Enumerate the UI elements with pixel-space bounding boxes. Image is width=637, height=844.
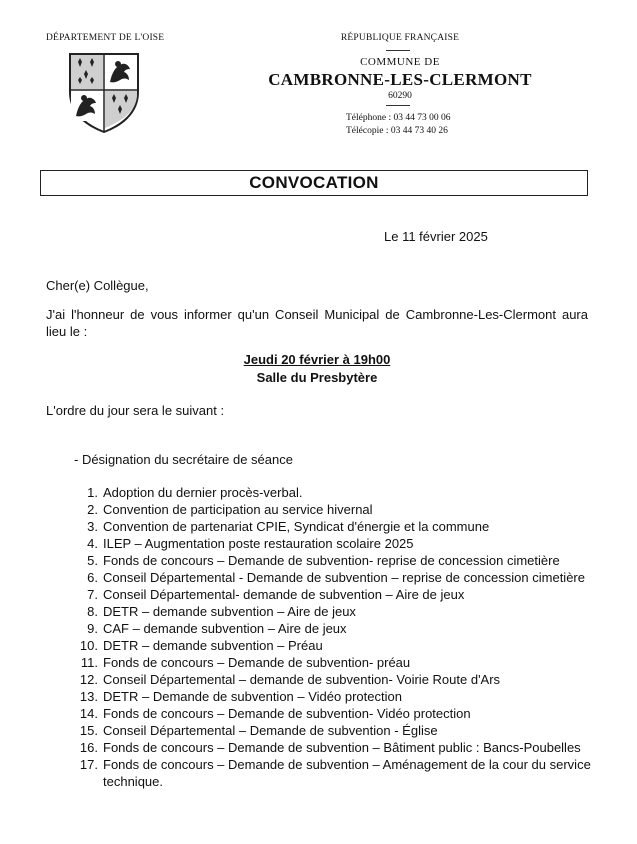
agenda-item-number: 8. [87,604,98,619]
agenda-item [84,535,594,552]
coat-of-arms-icon [68,52,140,134]
agenda-item-text: Conseil Départemental - Demande de subvention – reprise de concession cimetière [103,570,585,585]
commune-label: COMMUNE DE [360,56,440,68]
intro-paragraph: J'ai l'honneur de vous informer qu'un Conseil Municipal de Cambronne-Les-Clermont aura lieu le : [46,307,588,339]
agenda-item-text: Convention de partenariat CPIE, Syndicat d'énergie et la commune [103,519,490,534]
agenda-item [79,739,594,756]
agenda-item-text: Fonds de concours – Demande de subvention- reprise de concession cimetière [103,553,560,568]
agenda-item-text: Convention de participation au service hivernal [103,502,373,517]
agenda-item-number: 16. [79,740,98,755]
agenda-item [79,637,594,654]
agenda-item-text: Fonds de concours – Demande de subvention- Vidéo protection [103,706,471,721]
agenda-item-number: 9. [87,621,98,636]
agenda-item-number: 4. [87,536,98,551]
agenda-item-text: Conseil Départemental – Demande de subvention - Église [103,723,438,738]
agenda-item [84,569,594,586]
meeting-place: Salle du Presbytère [256,370,378,385]
postcode: 60290 [388,91,412,101]
agenda-item-number: 15. [79,723,98,738]
agenda-item [84,620,594,637]
secretary-item: - Désignation du secrétaire de séance [74,452,293,467]
department-label: DÉPARTEMENT DE L'OISE [46,33,165,43]
agenda-item [84,552,594,569]
telecopie: Télécopie : 03 44 73 40 26 [346,126,448,136]
agenda-list [79,484,594,790]
agenda-item-number: 13. [79,689,98,704]
document-title: CONVOCATION [249,173,379,192]
greeting: Cher(e) Collègue, [46,278,149,293]
telephone: Téléphone : 03 44 73 00 06 [346,113,451,123]
agenda-item-number: 11. [80,655,98,670]
meeting-date: Jeudi 20 février à 19h00 [243,352,391,367]
agenda-item-text: DETR – demande subvention – Préau [103,638,323,653]
agenda-item-number: 7. [87,587,98,602]
agenda-item-text: Fonds de concours – Demande de subvention – Bâtiment public : Bancs-Poubelles [103,740,581,755]
agenda-item-text: CAF – demande subvention – Aire de jeux [103,621,347,636]
agenda-item-number: 1. [87,485,98,500]
header-divider [386,50,410,51]
agenda-item [79,688,594,705]
title-box [40,170,588,196]
agenda-item-number: 12. [79,672,98,687]
agenda-item [84,586,594,603]
agenda-item [84,518,594,535]
agenda-item-text: Adoption du dernier procès-verbal. [103,485,303,500]
agenda-item-number: 6. [87,570,98,585]
agenda-item-number: 3. [87,519,98,534]
agenda-item-number: 2. [87,502,98,517]
agenda-item-text: DETR – demande subvention – Aire de jeux [103,604,356,619]
agenda-item-text: DETR – Demande de subvention – Vidéo protection [103,689,402,704]
agenda-item-text: Fonds de concours – Demande de subvention- préau [103,655,411,670]
agenda-item-number: 17. [79,757,98,772]
agenda-item [80,654,594,671]
header-divider [386,105,410,106]
letter-date: Le 11 février 2025 [384,229,488,244]
agenda-item-text: Conseil Départemental- demande de subvention – Aire de jeux [103,587,465,602]
agenda-item-number: 5. [87,553,98,568]
republic-label: RÉPUBLIQUE FRANÇAISE [340,33,460,43]
agenda-item [79,705,594,722]
agenda-item-text: Conseil Départemental – demande de subvention- Voirie Route d'Ars [103,672,501,687]
agenda-item-number: 10. [79,638,98,653]
agenda-item-number: 14. [79,706,98,721]
agenda-item [79,671,594,688]
agenda-item [84,501,594,518]
agenda-item-text: ILEP – Augmentation poste restauration scolaire 2025 [103,536,414,551]
order-intro: L'ordre du jour sera le suivant : [46,403,225,418]
commune-name: CAMBRONNE-LES-CLERMONT [268,70,532,89]
agenda-item [84,484,594,501]
agenda-item [79,756,594,790]
agenda-item [84,603,594,620]
agenda-item [79,722,594,739]
agenda-item-text: Fonds de concours – Demande de subvention – Aménagement de la cour du service technique. [103,757,591,789]
